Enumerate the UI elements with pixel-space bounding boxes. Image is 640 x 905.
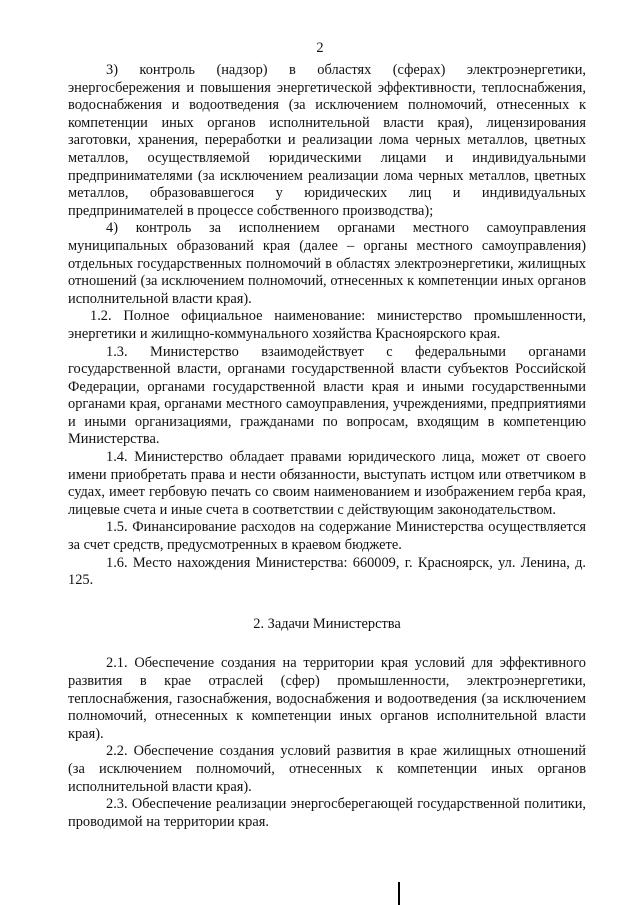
section-heading: 2. Задачи Министерства [253, 615, 401, 632]
paragraph-item-4: 4) контроль за исполнением органами местного самоуправления муниципальных образований края (далее – органы местного самоуправления) отдельных государственных полномочий в областях электроэнергетики, жилищных отношений (за исключением полномочий, отнесенных к компетенции иных органов исполнительной власти края). [68, 220, 586, 307]
paragraph-1-6: 1.6. Место нахождения Министерства: 660009, г. Красноярск, ул. Ленина, д. 125. [68, 554, 586, 589]
document-body [68, 62, 586, 831]
paragraph-1-2: 1.2. Полное официальное наименование: министерство промышленности, энергетики и жилищно-коммунального хозяйства Красноярского края. [68, 308, 586, 342]
paragraph-1-5: 1.5. Финансирование расходов на содержание Министерства осуществляется за счет средств, предусмотренных в краевом бюджете. [68, 519, 586, 554]
paragraph-2-1: 2.1. Обеспечение создания на территории края условий для эффективного развития в крае отраслей (сфер) промышленности, электроэнергетики, теплоснабжения, газоснабжения, водоснабжения и водоотведения (за исключением полномочий, отнесенных к компетенции иных органов исполнительной власти края). [68, 655, 586, 742]
paragraph-2-3: 2.3. Обеспечение реализации энергосберегающей государственной политики, проводимой на территории края. [68, 796, 586, 830]
scan-edge-mark [398, 882, 400, 905]
page-number: 2 [316, 40, 324, 56]
paragraph-1-4: 1.4. Министерство обладает правами юридического лица, может от своего имени приобретать права и нести обязанности, выступать истцом или ответчиком в судах, имеет гербовую печать со своим наименованием и изображением герба края, лицевые счета и иные счета в соответствии с действующим законодательством. [68, 449, 586, 518]
paragraph-item-3: 3) контроль (надзор) в областях (сферах) электроэнергетики, энергосбережения и повышения энергетической эффективности, теплоснабжения, водоснабжения и водоотведения (за исключением полномочий, отнесенных к компетенции иных органов исполнительной власти края), лицензирования заготовки, хранения, переработки и реализации лома черных металлов, цветных металлов, осуществляемой юридическими лицами и индивидуальными предпринимателями (за исключением реализации лома черных металлов, цветных металлов, образовавшегося у юридических лиц и индивидуальных предпринимателей в процессе собственного производства); [68, 62, 586, 219]
paragraph-1-3: 1.3. Министерство взаимодействует с федеральными органами государственной власти, органами государственной власти субъектов Российской Федерации, органами государственной власти края и иными государственными органами края, органами местного самоуправления, учреждениями, предприятиями и иными организациями, гражданами по вопросам, входящим в компетенцию Министерства. [68, 343, 586, 448]
paragraph-2-2: 2.2. Обеспечение создания условий развития в крае жилищных отношений (за исключением полномочий, отнесенных к компетенции иных органов исполнительной власти края). [68, 743, 586, 795]
